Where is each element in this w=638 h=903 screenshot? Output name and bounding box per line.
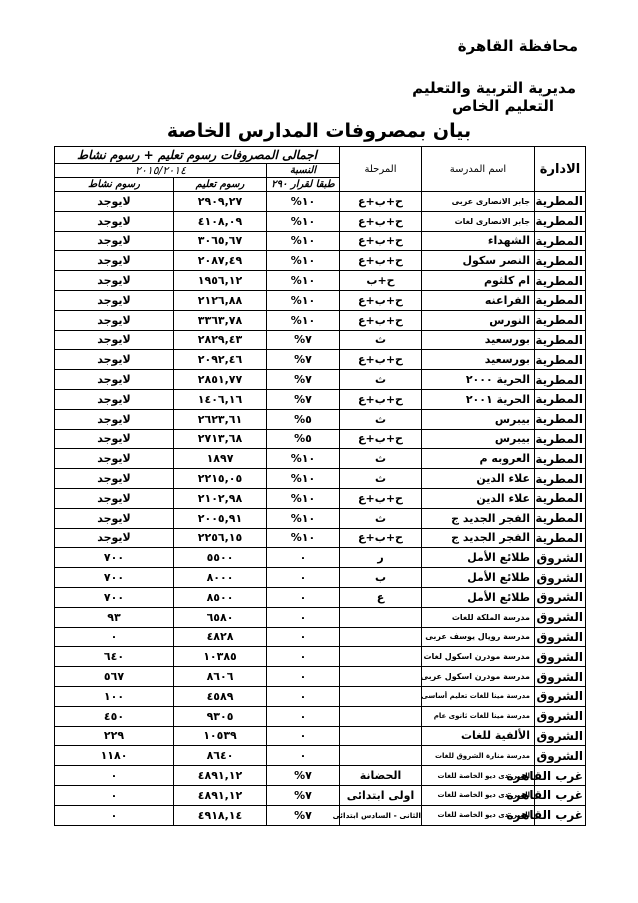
ratio-cell: ١٠%: [267, 271, 340, 291]
tuition-cell: ٨٥٠٠: [174, 587, 267, 607]
stage-cell: ح+ب: [340, 271, 422, 291]
stage-cell: [340, 726, 422, 746]
table-row: [55, 607, 586, 627]
stage-cell: ح+ب+ع: [340, 389, 422, 409]
ratio-cell: ٠: [267, 746, 340, 766]
admin-cell: الشروق: [535, 726, 586, 746]
school-name-cell: النورس: [422, 310, 535, 330]
activity-cell: ٠: [55, 785, 174, 805]
tuition-cell: ٦٥٨٠: [174, 607, 267, 627]
col-group-total: اجمالى المصروفات رسوم تعليم + رسوم نشاط: [55, 147, 340, 164]
tuition-cell: ٢٢٥٦,١٥: [174, 528, 267, 548]
stage-cell: ث: [340, 409, 422, 429]
tuition-cell: ٤٩١٨,١٤: [174, 805, 267, 825]
stage-cell: اولى ابتدائى: [340, 785, 422, 805]
stage-cell: ث: [340, 449, 422, 469]
table-row: [55, 766, 586, 786]
admin-cell: غرب القاهرة: [535, 805, 586, 825]
tuition-cell: ٢١٢٦,٨٨: [174, 290, 267, 310]
col-activity: رسوم نشاط: [55, 178, 174, 192]
table-row: [55, 251, 586, 271]
admin-cell: الشروق: [535, 686, 586, 706]
table-row: [55, 746, 586, 766]
stage-cell: ح+ب+ع: [340, 251, 422, 271]
school-name-cell: علاء الدين: [422, 488, 535, 508]
activity-cell: لايوجد: [55, 429, 174, 449]
school-name-cell: الحرية ٢٠٠٠: [422, 370, 535, 390]
ratio-cell: ٧%: [267, 330, 340, 350]
fees-table: [54, 146, 586, 826]
table-row: [55, 370, 586, 390]
tuition-cell: ٣٣٦٣,٧٨: [174, 310, 267, 330]
stage-cell: ح+ب+ع: [340, 528, 422, 548]
school-name-cell: الميرـ دى ديو الخاصة للغات: [422, 785, 535, 805]
tuition-cell: ٢٠٩٢,٤٦: [174, 350, 267, 370]
ratio-cell: ٧%: [267, 350, 340, 370]
ratio-cell: ١٠%: [267, 469, 340, 489]
activity-cell: ٢٢٩: [55, 726, 174, 746]
table-row: [55, 211, 586, 231]
ratio-cell: ١٠%: [267, 508, 340, 528]
admin-cell: المطرية: [535, 449, 586, 469]
table-row: [55, 310, 586, 330]
activity-cell: لايوجد: [55, 370, 174, 390]
ratio-cell: ٠: [267, 627, 340, 647]
stage-cell: [340, 667, 422, 687]
activity-cell: لايوجد: [55, 409, 174, 429]
table-body: [55, 192, 586, 826]
tuition-cell: ٩٣٠٥: [174, 706, 267, 726]
tuition-cell: ٤١٠٨,٠٩: [174, 211, 267, 231]
activity-cell: ٧٠٠: [55, 548, 174, 568]
school-name-cell: علاء الدين: [422, 469, 535, 489]
admin-cell: المطرية: [535, 389, 586, 409]
ratio-cell: ١٠%: [267, 231, 340, 251]
admin-cell: المطرية: [535, 469, 586, 489]
table-row: [55, 508, 586, 528]
school-name-cell: مدرسة مودرن اسكول عربى: [422, 667, 535, 687]
governorate-title: محافظة القاهرة: [457, 37, 578, 55]
stage-cell: [340, 627, 422, 647]
school-name-cell: الميرـ دى ديو الخاصة للغات: [422, 766, 535, 786]
col-stage: المرحلة: [340, 147, 422, 192]
stage-cell: [340, 746, 422, 766]
admin-cell: المطرية: [535, 330, 586, 350]
stage-cell: ر: [340, 548, 422, 568]
school-name-cell: طلائع الأمل: [422, 587, 535, 607]
admin-cell: المطرية: [535, 271, 586, 291]
school-name-cell: الفجر الجديد ج: [422, 528, 535, 548]
activity-cell: لايوجد: [55, 449, 174, 469]
school-name-cell: مدرسة مينا للغات ثانوى عام: [422, 706, 535, 726]
ratio-cell: ٠: [267, 667, 340, 687]
table-row: [55, 389, 586, 409]
ratio-cell: ٠: [267, 548, 340, 568]
activity-cell: لايوجد: [55, 389, 174, 409]
ratio-cell: ٠: [267, 568, 340, 588]
stage-cell: ح+ب+ع: [340, 192, 422, 212]
tuition-cell: ٤٨٩١,١٢: [174, 766, 267, 786]
ratio-cell: ٠: [267, 686, 340, 706]
table-row: [55, 805, 586, 825]
school-name-cell: بيبرس: [422, 429, 535, 449]
table-row: [55, 785, 586, 805]
ratio-cell: ٠: [267, 607, 340, 627]
table-row: [55, 726, 586, 746]
tuition-cell: ٤٨٩١,١٢: [174, 785, 267, 805]
stage-cell: ع: [340, 587, 422, 607]
ratio-cell: ٧%: [267, 805, 340, 825]
school-name-cell: الألفية للغات: [422, 726, 535, 746]
stage-cell: [340, 607, 422, 627]
school-name-cell: الميرـ دى ديو الخاصة للغات: [422, 805, 535, 825]
stage-cell: ح+ب+ع: [340, 350, 422, 370]
stage-cell: ب: [340, 568, 422, 588]
stage-cell: ث: [340, 370, 422, 390]
document-title: بيان بمصروفات المدارس الخاصة: [166, 120, 472, 142]
ratio-cell: ١٠%: [267, 488, 340, 508]
tuition-cell: ٢١٠٢,٩٨: [174, 488, 267, 508]
ratio-cell: ٠: [267, 706, 340, 726]
stage-cell: ث: [340, 508, 422, 528]
school-name-cell: مدرسة مينا للغات تعليم أساسى: [422, 686, 535, 706]
ratio-cell: ٠: [267, 647, 340, 667]
table-row: [55, 488, 586, 508]
admin-cell: المطرية: [535, 231, 586, 251]
tuition-cell: ٢٩٠٩,٢٧: [174, 192, 267, 212]
ratio-cell: ١٠%: [267, 310, 340, 330]
col-ratio: النسبة: [267, 164, 340, 178]
admin-cell: المطرية: [535, 310, 586, 330]
admin-cell: الشروق: [535, 746, 586, 766]
col-year: ٢٠١٥/٢٠١٤: [55, 164, 267, 178]
table-row: [55, 469, 586, 489]
ratio-cell: ٧%: [267, 766, 340, 786]
tuition-cell: ٨٦٠٦: [174, 667, 267, 687]
stage-cell: ث: [340, 330, 422, 350]
tuition-cell: ٢٨٥١,٧٧: [174, 370, 267, 390]
activity-cell: ٠: [55, 766, 174, 786]
table-row: [55, 192, 586, 212]
tuition-cell: ٢٢١٥,٠٥: [174, 469, 267, 489]
admin-cell: المطرية: [535, 211, 586, 231]
activity-cell: لايوجد: [55, 508, 174, 528]
activity-cell: ٦٤٠: [55, 647, 174, 667]
tuition-cell: ١٠٣٨٥: [174, 647, 267, 667]
school-name-cell: مدرسة رويال يوسف عربى: [422, 627, 535, 647]
school-name-cell: ام كلثوم: [422, 271, 535, 291]
stage-cell: ح+ب+ع: [340, 290, 422, 310]
school-name-cell: بورسعيد: [422, 330, 535, 350]
school-name-cell: العروبه م: [422, 449, 535, 469]
school-name-cell: بورسعيد: [422, 350, 535, 370]
stage-cell: الثانى - السادس ابتدائى: [340, 805, 422, 825]
stage-cell: ح+ب+ع: [340, 231, 422, 251]
col-school: اسم المدرسة: [422, 147, 535, 192]
table-row: [55, 587, 586, 607]
table-row: [55, 449, 586, 469]
activity-cell: لايوجد: [55, 211, 174, 231]
activity-cell: ٧٠٠: [55, 568, 174, 588]
ratio-cell: ١٠%: [267, 528, 340, 548]
tuition-cell: ٨٠٠٠: [174, 568, 267, 588]
activity-cell: لايوجد: [55, 488, 174, 508]
ratio-cell: ١٠%: [267, 290, 340, 310]
col-tuition: رسوم تعليم: [174, 178, 267, 192]
table-row: [55, 647, 586, 667]
ratio-cell: ٧%: [267, 370, 340, 390]
school-name-cell: جابر الانصارى لغات: [422, 211, 535, 231]
activity-cell: ٠: [55, 805, 174, 825]
activity-cell: ٤٥٠: [55, 706, 174, 726]
admin-cell: الشروق: [535, 587, 586, 607]
admin-cell: المطرية: [535, 370, 586, 390]
activity-cell: ٠: [55, 627, 174, 647]
ratio-cell: ٥%: [267, 429, 340, 449]
stage-cell: ح+ب+ع: [340, 429, 422, 449]
table-row: [55, 706, 586, 726]
table-row: [55, 330, 586, 350]
tuition-cell: ٣٠٦٥,٦٧: [174, 231, 267, 251]
admin-cell: الشروق: [535, 627, 586, 647]
stage-cell: ح+ب+ع: [340, 310, 422, 330]
school-name-cell: الفجر الجديد ج: [422, 508, 535, 528]
school-name-cell: مدرسة مودرن اسكول لغات: [422, 647, 535, 667]
activity-cell: لايوجد: [55, 231, 174, 251]
school-name-cell: الشهداء: [422, 231, 535, 251]
tuition-cell: ٢٧١٣,٦٨: [174, 429, 267, 449]
table-row: [55, 290, 586, 310]
activity-cell: ٥٦٧: [55, 667, 174, 687]
table-row: [55, 409, 586, 429]
tuition-cell: ٢٠٠٥,٩١: [174, 508, 267, 528]
table-row: [55, 568, 586, 588]
tuition-cell: ٨٦٤٠: [174, 746, 267, 766]
activity-cell: لايوجد: [55, 528, 174, 548]
admin-cell: الشروق: [535, 607, 586, 627]
stage-cell: [340, 647, 422, 667]
school-name-cell: الفراعنه: [422, 290, 535, 310]
ratio-cell: ٠: [267, 587, 340, 607]
activity-cell: ٧٠٠: [55, 587, 174, 607]
school-name-cell: الحرية ٢٠٠١: [422, 389, 535, 409]
col-admin: الادارة: [535, 147, 586, 192]
admin-cell: المطرية: [535, 528, 586, 548]
tuition-cell: ٥٥٠٠: [174, 548, 267, 568]
stage-cell: [340, 706, 422, 726]
table-row: [55, 350, 586, 370]
table-row: [55, 231, 586, 251]
stage-cell: ح+ب+ع: [340, 211, 422, 231]
stage-cell: الحضانة: [340, 766, 422, 786]
col-decree: طبقا لقرار ٢٩٠: [267, 178, 340, 192]
tuition-cell: ١٤٠٦,١٦: [174, 389, 267, 409]
table-row: [55, 627, 586, 647]
ratio-cell: ٥%: [267, 409, 340, 429]
admin-cell: الشروق: [535, 706, 586, 726]
school-name-cell: جابر الانصارى عربى: [422, 192, 535, 212]
activity-cell: لايوجد: [55, 271, 174, 291]
school-name-cell: مدرسة الملكة للغات: [422, 607, 535, 627]
activity-cell: لايوجد: [55, 310, 174, 330]
ratio-cell: ١٠%: [267, 251, 340, 271]
admin-cell: غرب القاهرة: [535, 785, 586, 805]
admin-cell: الشروق: [535, 568, 586, 588]
admin-cell: الشروق: [535, 548, 586, 568]
admin-cell: المطرية: [535, 290, 586, 310]
activity-cell: ٩٣: [55, 607, 174, 627]
admin-cell: غرب القاهرة: [535, 766, 586, 786]
stage-cell: ح+ب+ع: [340, 488, 422, 508]
school-name-cell: النصر سكول: [422, 251, 535, 271]
table-row: [55, 429, 586, 449]
admin-cell: الشروق: [535, 667, 586, 687]
admin-cell: المطرية: [535, 508, 586, 528]
ratio-cell: ٧%: [267, 785, 340, 805]
tuition-cell: ٤٥٨٩: [174, 686, 267, 706]
directorate-title: مديرية التربية والتعليم: [412, 79, 576, 97]
admin-cell: المطرية: [535, 409, 586, 429]
tuition-cell: ١٩٥٦,١٢: [174, 271, 267, 291]
admin-cell: الشروق: [535, 647, 586, 667]
table-row: [55, 548, 586, 568]
stage-cell: [340, 686, 422, 706]
activity-cell: ١٠٠: [55, 686, 174, 706]
admin-cell: المطرية: [535, 350, 586, 370]
admin-cell: المطرية: [535, 192, 586, 212]
school-name-cell: بيبرس: [422, 409, 535, 429]
tuition-cell: ٢٨٢٩,٤٣: [174, 330, 267, 350]
activity-cell: لايوجد: [55, 469, 174, 489]
table-row: [55, 528, 586, 548]
activity-cell: لايوجد: [55, 350, 174, 370]
school-name-cell: طلائع الأمل: [422, 568, 535, 588]
school-name-cell: مدرسة منارة الشروق للغات: [422, 746, 535, 766]
activity-cell: ١١٨٠: [55, 746, 174, 766]
activity-cell: لايوجد: [55, 192, 174, 212]
ratio-cell: ١٠%: [267, 449, 340, 469]
tuition-cell: ٢٠٨٧,٤٩: [174, 251, 267, 271]
admin-cell: المطرية: [535, 488, 586, 508]
department-title: التعليم الخاص: [452, 97, 554, 115]
activity-cell: لايوجد: [55, 251, 174, 271]
activity-cell: لايوجد: [55, 330, 174, 350]
admin-cell: المطرية: [535, 429, 586, 449]
ratio-cell: ٧%: [267, 389, 340, 409]
activity-cell: لايوجد: [55, 290, 174, 310]
table-row: [55, 271, 586, 291]
tuition-cell: ٤٨٢٨: [174, 627, 267, 647]
ratio-cell: ١٠%: [267, 211, 340, 231]
ratio-cell: ١٠%: [267, 192, 340, 212]
stage-cell: ث: [340, 469, 422, 489]
ratio-cell: ٠: [267, 726, 340, 746]
tuition-cell: ١٨٩٧: [174, 449, 267, 469]
table-row: [55, 686, 586, 706]
school-name-cell: طلائع الأمل: [422, 548, 535, 568]
tuition-cell: ٢٦٢٣,٦١: [174, 409, 267, 429]
tuition-cell: ١٠٥٣٩: [174, 726, 267, 746]
admin-cell: المطرية: [535, 251, 586, 271]
table-row: [55, 667, 586, 687]
